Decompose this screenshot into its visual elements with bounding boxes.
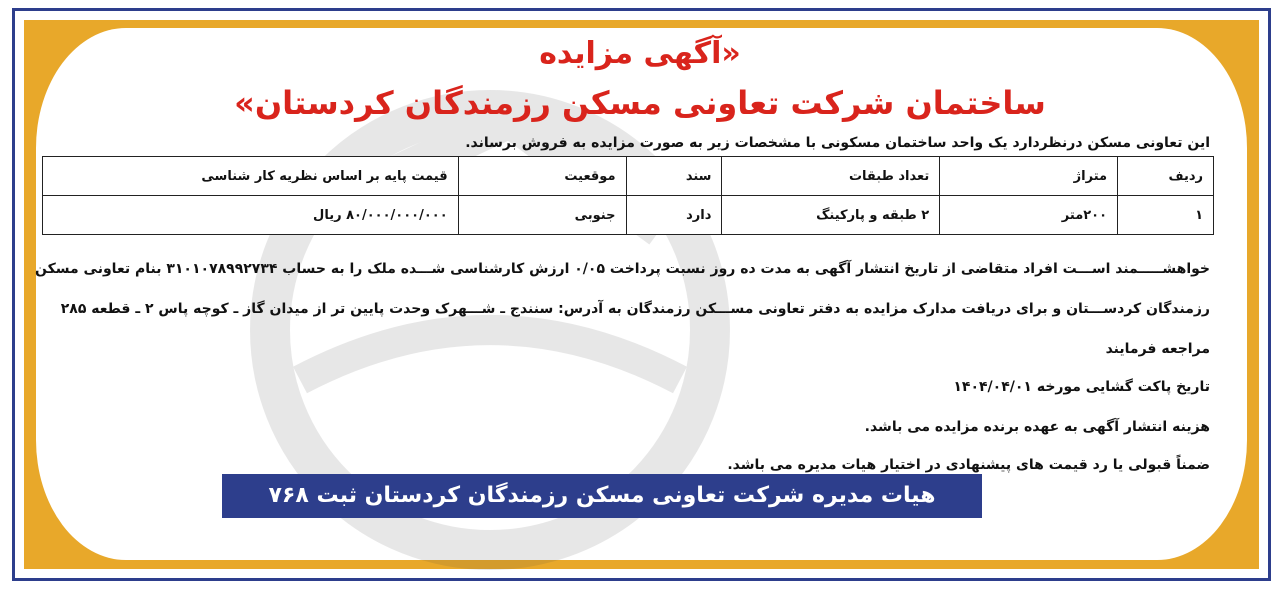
body-line-1: خواهشـــــمند اســـت افراد متقاضی از تاریخ انتشار آگهی به مدت ده روز نسبت پرداخت ۰/۰۵ ارزش کارشناسی شـــده ملک را به حساب ۳۱۰۱۰۷۸۹۹۲۷۳۴ بنام تعاونی مسکن xyxy=(35,261,1210,277)
opening-date: تاریخ پاکت گشایی مورخه ۱۴۰۴/۰۴/۰۱ xyxy=(953,379,1210,395)
body-line-3: مراجعه فرمایند xyxy=(1105,341,1210,357)
header-floors: تعداد طبقات xyxy=(722,157,940,196)
table-row xyxy=(43,196,1214,235)
cell-floors: ۲ طبقه و پارکینگ xyxy=(722,196,940,235)
cell-deed: دارد xyxy=(626,196,722,235)
header-row-number: ردیف xyxy=(1118,157,1214,196)
body-line-2: رزمندگان کردســـتان و برای دریافت مدارک مزایده به دفتر تعاونی مســـکن رزمندگان به آدرس: سنندج ـ شـــهرک وحدت پایین تر از میدان گاز ـ کوچه پاس ۲ ـ قطعه ۲۸۵ xyxy=(60,301,1210,317)
intro-text: این تعاونی مسکن درنظردارد یک واحد ساختمان مسکونی با مشخصات زیر به صورت مزایده به فروش برساند. xyxy=(465,135,1210,151)
title-line-1: «آگهی مزایده xyxy=(539,36,741,71)
header-deed: سند xyxy=(626,157,722,196)
publication-cost-note: هزینه انتشار آگهی به عهده برنده مزایده می باشد. xyxy=(864,419,1210,435)
title-line-2: ساختمان شرکت تعاونی مسکن رزمندگان کردستان» xyxy=(234,84,1046,122)
cell-base-price: ۸۰/۰۰۰/۰۰۰/۰۰۰ ریال xyxy=(43,196,459,235)
cell-row-number: ۱ xyxy=(1118,196,1214,235)
table-header-row xyxy=(43,157,1214,196)
header-area: متراژ xyxy=(940,157,1118,196)
footer-banner: هیات مدیره شرکت تعاونی مسکن رزمندگان کردستان ثبت ۷۶۸ xyxy=(222,474,982,518)
property-table xyxy=(42,156,1214,235)
board-decision-note: ضمناً قبولی یا رد قیمت های پیشنهادی در اختیار هیات مدیره می باشد. xyxy=(727,457,1210,473)
cell-location: جنوبی xyxy=(458,196,626,235)
header-location: موقعیت xyxy=(458,157,626,196)
header-base-price: قیمت پایه بر اساس نظریه کار شناسی xyxy=(43,157,459,196)
cell-area: ۲۰۰متر xyxy=(940,196,1118,235)
